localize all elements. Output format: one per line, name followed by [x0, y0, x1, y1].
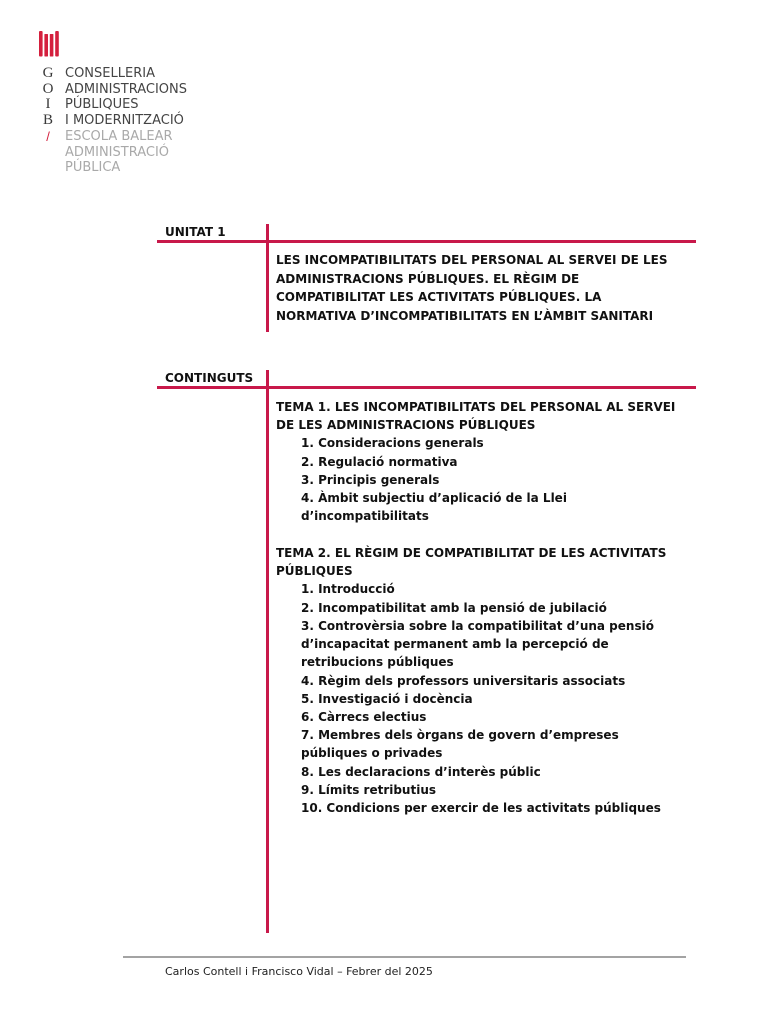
topic-item: [276, 726, 675, 762]
logo-school-line: ADMINISTRACIÓ: [65, 144, 170, 160]
topic-item-list: [276, 580, 675, 817]
logo-school-line: PÚBLICA: [65, 160, 121, 176]
topic-item-line: 8. Les declaracions d’interès públic: [301, 764, 541, 779]
contents-horizontal-rule: [157, 386, 696, 389]
unit-title-line: COMPATIBILITAT LES ACTIVITATS PÚBLIQUES. LA: [276, 290, 602, 305]
topic-2: [276, 544, 675, 818]
topic-item: [276, 708, 675, 726]
unit-vertical-rule: [266, 224, 269, 332]
topic-item-line: 3. Controvèrsia sobre la compatibilitat d’una pensió: [301, 618, 654, 633]
logo-letters: [40, 66, 56, 145]
topic-item-line: 4. Règim dels professors universitaris associats: [301, 673, 626, 688]
topic-item-line: 6. Càrrecs electius: [301, 709, 427, 724]
logo-letter: O: [42, 80, 54, 97]
topic-heading: [276, 544, 675, 580]
goib-emblem-icon: [39, 30, 59, 57]
topic-item: [276, 453, 675, 471]
topic-item: [276, 672, 675, 690]
topic-item-line: 10. Condicions per exercir de les activitats públiques: [301, 801, 661, 816]
topic-heading-line: TEMA 2. EL RÈGIM DE COMPATIBILITAT DE LES ACTIVITATS: [276, 545, 667, 560]
footer-rule: [123, 956, 686, 958]
logo-school-line: ESCOLA BALEAR: [65, 128, 173, 144]
topic-item-line: d’incapacitat permanent amb la percepció de: [301, 637, 609, 652]
topic-item: [276, 434, 675, 452]
topic-heading: [276, 398, 675, 434]
logo-slash: /: [46, 128, 50, 144]
topic-item-line: 3. Principis generals: [301, 472, 440, 487]
topic-item: [276, 763, 675, 781]
topic-item-line: 4. Àmbit subjectiu d’aplicació de la Llei: [301, 491, 567, 506]
logo-department-line: I MODERNITZACIÓ: [65, 113, 184, 129]
logo-letter: I: [45, 96, 51, 113]
topic-item-line: 7. Membres dels òrgans de govern d’empreses: [301, 728, 619, 743]
logo-text: [65, 66, 187, 176]
logo-letter: G: [42, 65, 54, 81]
topic-heading-line: PÚBLIQUES: [276, 564, 353, 579]
logo-letter: B: [42, 112, 53, 129]
unit-title-line: NORMATIVA D’INCOMPATIBILITATS EN L’ÀMBIT SANITARI: [276, 308, 654, 323]
topic-item-line: públiques o privades: [301, 746, 443, 761]
topic-item: [276, 599, 675, 617]
unit-title-line: ADMINISTRACIONS PÚBLIQUES. EL RÈGIM DE: [276, 271, 580, 286]
topic-item: [276, 489, 675, 525]
topic-item: [276, 471, 675, 489]
contents-vertical-rule: [266, 370, 269, 933]
unit-horizontal-rule: [157, 240, 696, 243]
topic-item-line: 9. Límits retributius: [301, 782, 437, 797]
topic-item-line: 2. Incompatibilitat amb la pensió de jubilació: [301, 600, 607, 615]
logo-department-line: PÚBLIQUES: [65, 97, 139, 113]
unit-label: UNITAT 1: [165, 225, 226, 239]
contents-list: [276, 398, 675, 817]
topic-item: [276, 799, 675, 817]
topic-item: [276, 781, 675, 799]
topic-item: [276, 617, 675, 672]
topic-item-line: 1. Introducció: [301, 582, 395, 597]
topic-item-line: 5. Investigació i docència: [301, 691, 473, 706]
topic-item-list: [276, 434, 675, 525]
topic-item-line: 1. Consideracions generals: [301, 436, 484, 451]
topic-item-line: 2. Regulació normativa: [301, 454, 458, 469]
unit-title: [276, 251, 668, 325]
footer-text: Carlos Contell i Francisco Vidal – Febrer del 2025: [165, 965, 433, 978]
logo-department-line: CONSELLERIA: [65, 66, 155, 81]
topic-item: [276, 580, 675, 598]
unit-title-line: LES INCOMPATIBILITATS DEL PERSONAL AL SERVEI DE LES: [276, 253, 668, 267]
topic-item-line: retribucions públiques: [301, 655, 454, 670]
topic-item: [276, 690, 675, 708]
topic-heading-line: TEMA 1. LES INCOMPATIBILITATS DEL PERSONAL AL SERVEI: [276, 400, 676, 414]
topic-item-line: d’incompatibilitats: [301, 509, 429, 524]
contents-label: CONTINGUTS: [165, 371, 254, 385]
topic-1: [276, 398, 675, 526]
logo-department-line: ADMINISTRACIONS: [65, 81, 187, 97]
topic-heading-line: DE LES ADMINISTRACIONS PÚBLIQUES: [276, 418, 536, 433]
